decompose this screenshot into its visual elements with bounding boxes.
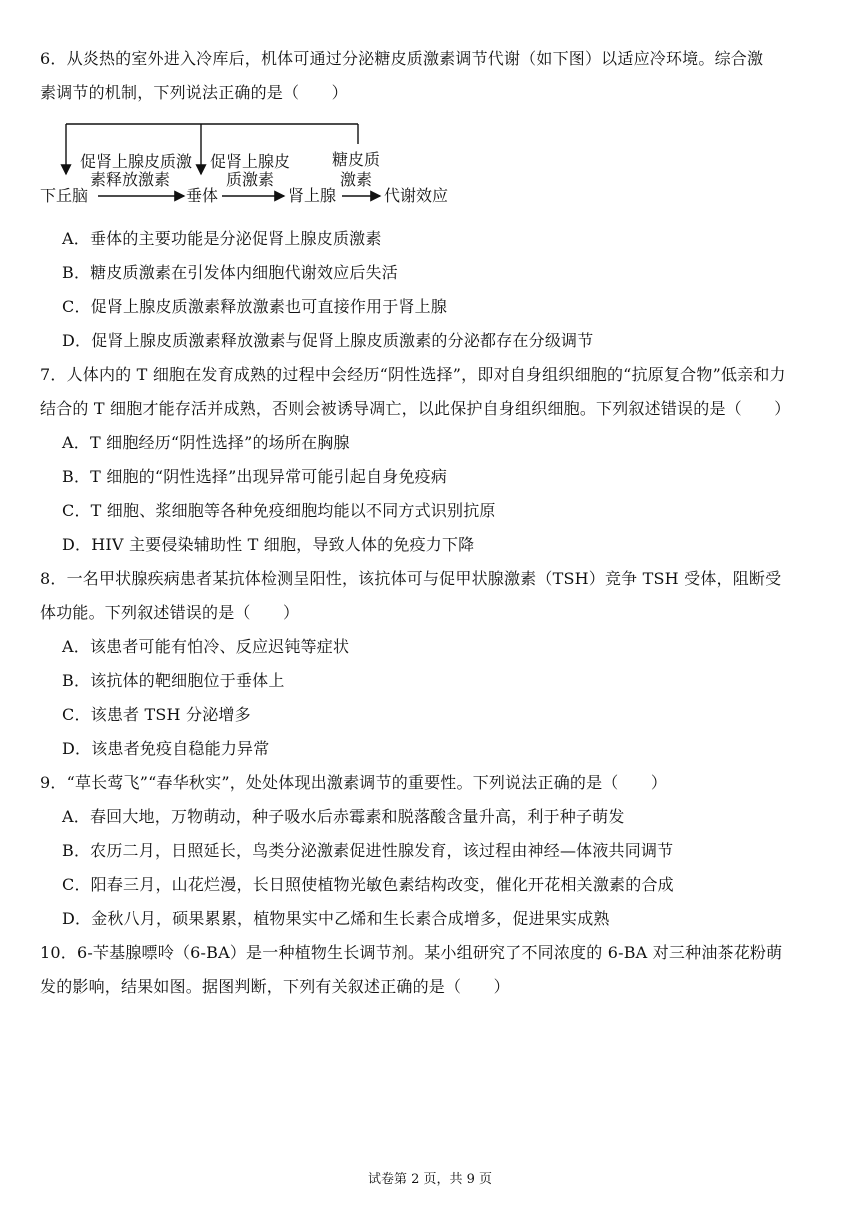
acth-label-line-2: 质激素 (226, 170, 275, 189)
q7-option-c: C．T 细胞、浆细胞等各种免疫细胞均能以不同方式识别抗原 (62, 501, 496, 520)
q7-option-a: A．T 细胞经历“阴性选择”的场所在胸腺 (62, 433, 350, 452)
q10-stem-line-2: 发的影响，结果如图。据图判断，下列有关叙述正确的是（ ） (40, 977, 510, 996)
q10-stem-line-1: 10．6-苄基腺嘌呤（6-BA）是一种植物生长调节剂。某小组研究了不同浓度的 6-BA 对三种油茶花粉萌 (40, 943, 783, 962)
q9-option-a: A．春回大地，万物萌动，种子吸水后赤霉素和脱落酸含量升高，利于种子萌发 (62, 807, 625, 826)
q8-option-a: A．该患者可能有怕冷、反应迟钝等症状 (62, 637, 350, 656)
adrenal-node: 肾上腺 (288, 186, 337, 205)
q8-option-b: B．该抗体的靶细胞位于垂体上 (62, 671, 285, 690)
q6-option-b: B．糖皮质激素在引发体内细胞代谢效应后失活 (62, 263, 398, 282)
q6-stem-line-1: 6．从炎热的室外进入冷库后，机体可通过分泌糖皮质激素调节代谢（如下图）以适应冷环境。综合激 (40, 49, 764, 68)
q9-option-b: B．农历二月，日照延长，鸟类分泌激素促进性腺发育，该过程由神经—体液共同调节 (62, 841, 674, 860)
q8-stem-line-1: 8．一名甲状腺疾病患者某抗体检测呈阳性，该抗体可与促甲状腺激素（TSH）竞争 TSH 受体，阻断受 (40, 569, 782, 588)
acth-label-line-1: 促肾上腺皮 (210, 152, 291, 171)
metabolic-effect-node: 代谢效应 (384, 186, 449, 205)
q9-option-c: C．阳春三月，山花烂漫，长日照使植物光敏色素结构改变，催化开花相关激素的合成 (62, 875, 674, 894)
gc-label-line-2: 激素 (340, 170, 373, 189)
hormone-regulation-diagram (38, 118, 478, 214)
q8-option-d: D．该患者免疫自稳能力异常 (62, 739, 270, 758)
q7-option-d: D．HIV 主要侵染辅助性 T 细胞，导致人体的免疫力下降 (62, 535, 475, 554)
q6-option-c: C．促肾上腺皮质激素释放激素也可直接作用于肾上腺 (62, 297, 448, 316)
q6-stem-line-2: 素调节的机制，下列说法正确的是（ ） (40, 83, 348, 102)
q9-option-d: D．金秋八月，硕果累累，植物果实中乙烯和生长素合成增多，促进果实成熟 (62, 909, 610, 928)
hypothalamus-node: 下丘脑 (40, 186, 89, 205)
q7-option-b: B．T 细胞的“阴性选择”出现异常可能引起自身免疫病 (62, 467, 448, 486)
page-footer: 试卷第 2 页，共 9 页 (367, 1172, 493, 1187)
crh-label-line-1: 促肾上腺皮质激 (80, 152, 193, 171)
gc-label-line-1: 糖皮质 (332, 150, 381, 169)
q8-option-c: C．该患者 TSH 分泌增多 (62, 705, 251, 724)
q8-stem-line-2: 体功能。下列叙述错误的是（ ） (40, 603, 300, 622)
q7-stem-line-2: 结合的 T 细胞才能存活并成熟，否则会被诱导凋亡，以此保护自身组织细胞。下列叙述错误的是（ ） (40, 399, 791, 418)
q6-option-d: D．促肾上腺皮质激素释放激素与促肾上腺皮质激素的分泌都存在分级调节 (62, 331, 594, 350)
crh-label-line-2: 素释放激素 (90, 170, 171, 189)
q9-stem-line-1: 9．“草长莺飞”“春华秋实”，处处体现出激素调节的重要性。下列说法正确的是（ ） (40, 773, 668, 792)
pituitary-node: 垂体 (186, 186, 219, 205)
q6-option-a: A．垂体的主要功能是分泌促肾上腺皮质激素 (62, 229, 382, 248)
q7-stem-line-1: 7．人体内的 T 细胞在发育成熟的过程中会经历“阴性选择”，即对自身组织细胞的“抗原复合物”低亲和力 (40, 365, 786, 384)
